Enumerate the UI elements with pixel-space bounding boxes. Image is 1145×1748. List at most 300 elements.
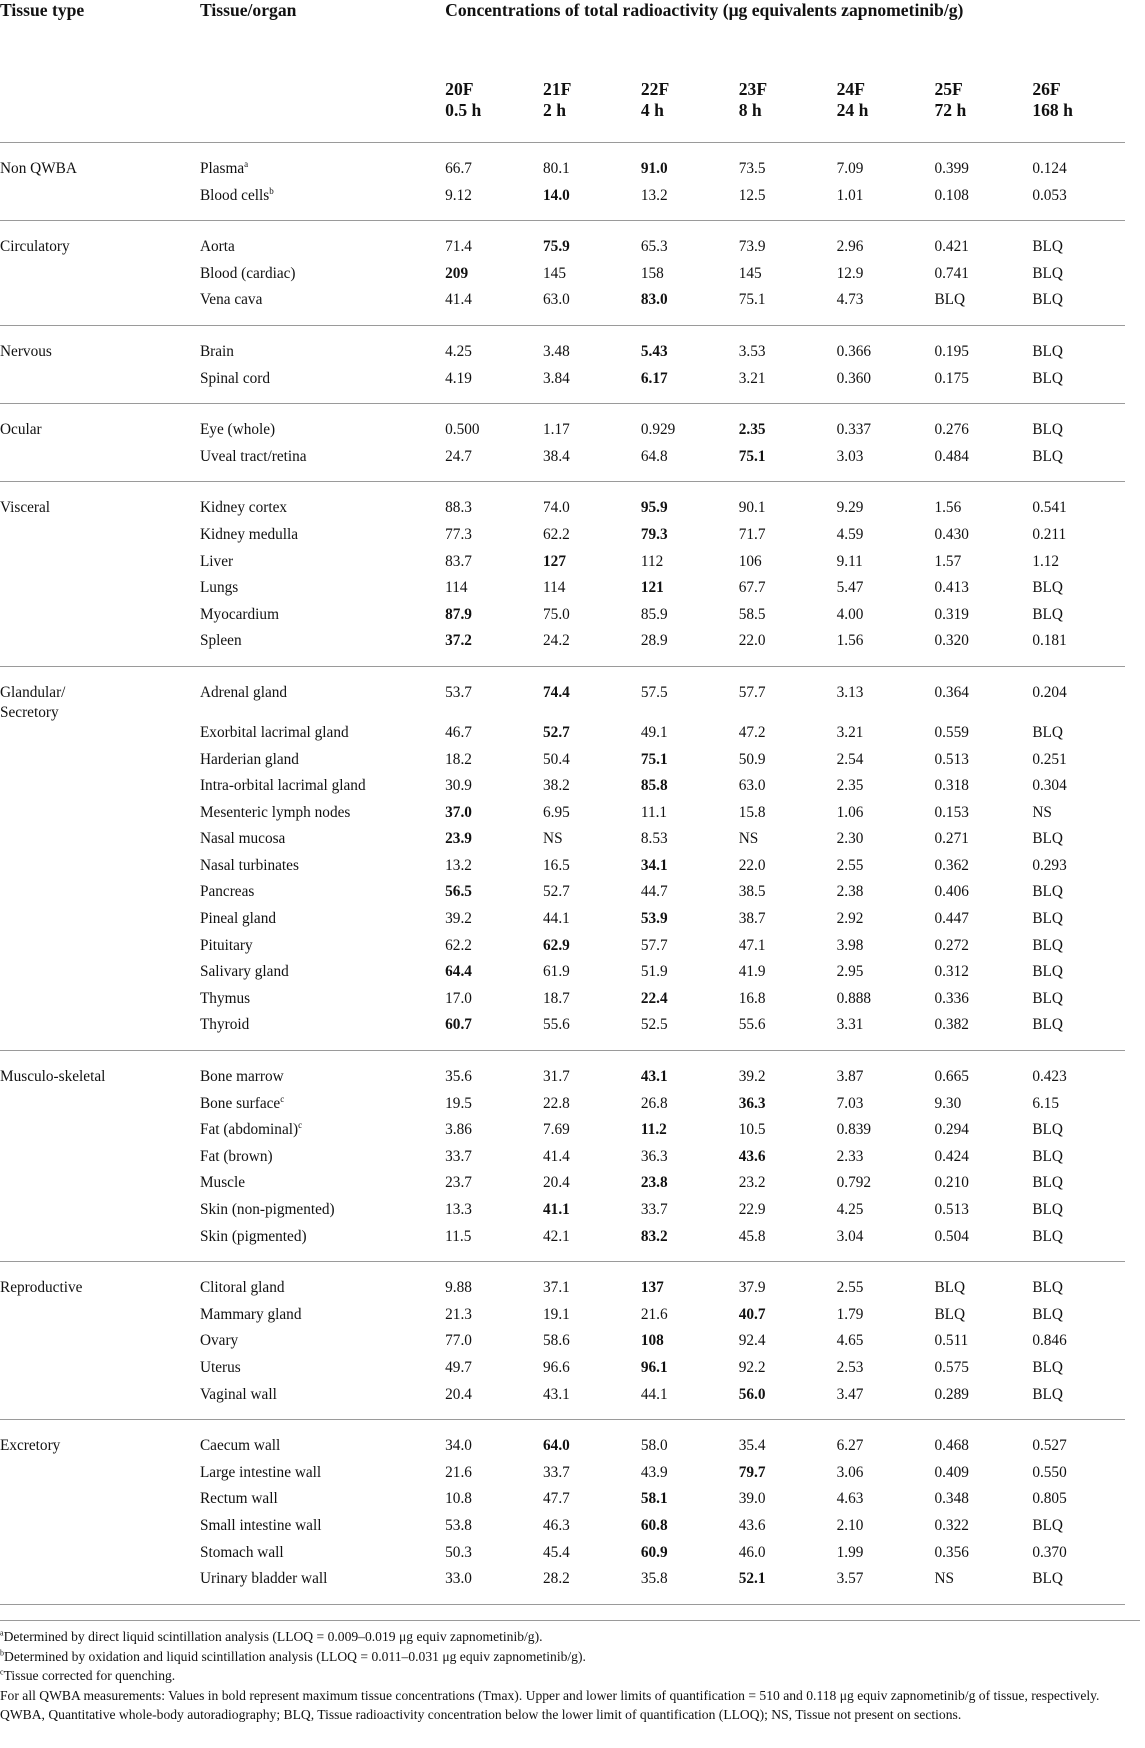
- value-cell: 0.424: [934, 1147, 969, 1165]
- value-cell: 1.79: [836, 1305, 864, 1323]
- table-row: [0, 962, 1125, 989]
- value-cell: 2.33: [836, 1147, 864, 1165]
- organ-name: Mammary gland: [199, 1305, 302, 1323]
- tissue-type-label: Non QWBA: [0, 160, 77, 177]
- value-cell: 0.289: [934, 1385, 969, 1403]
- table-row: [0, 1463, 1125, 1490]
- value-cell-tmax: 2.35: [738, 421, 766, 439]
- header-tissue-type: Tissue type: [0, 0, 85, 20]
- value-cell: 145: [543, 264, 566, 282]
- value-cell: 0.468: [934, 1437, 969, 1455]
- organ-name: Caecum wall: [199, 1437, 281, 1455]
- value-cell: 3.06: [836, 1463, 864, 1481]
- tissue-organ-cell: [200, 631, 445, 666]
- tissue-organ-cell: [200, 829, 445, 856]
- value-cell: 22.8: [543, 1094, 570, 1112]
- value-cell: BLQ: [1032, 723, 1063, 741]
- tissue-organ-cell: [200, 989, 445, 1016]
- footnote-marker: a: [0, 1628, 4, 1638]
- table-row: [0, 1516, 1125, 1543]
- value-cell-tmax: 56.0: [738, 1385, 766, 1403]
- table-row: [0, 1094, 1125, 1121]
- value-cell-tmax: 60.9: [640, 1543, 668, 1561]
- tissue-type-cell: [0, 829, 200, 856]
- organ-name: Ovary: [199, 1332, 239, 1350]
- value-cell-tmax: 43.1: [640, 1068, 668, 1086]
- value-cell: 9.30: [934, 1094, 962, 1112]
- tissue-organ-cell: [200, 882, 445, 909]
- value-cell: 0.294: [934, 1121, 969, 1139]
- value-cell: 6.95: [543, 803, 570, 821]
- table-row: [0, 1385, 1125, 1420]
- table-row: [0, 1120, 1125, 1147]
- value-cell: 49.1: [640, 723, 668, 741]
- value-cell: 42.1: [543, 1227, 570, 1245]
- value-cell: 46.0: [738, 1543, 766, 1561]
- organ-name: Blood (cardiac): [199, 264, 296, 282]
- value-cell: BLQ: [1032, 579, 1063, 597]
- tissue-type-cell: [0, 1569, 200, 1604]
- tissue-type-cell: [0, 1516, 200, 1543]
- value-cell-tmax: 56.5: [445, 883, 472, 901]
- tissue-type-cell: [0, 936, 200, 963]
- value-cell-tmax: 108: [640, 1332, 664, 1350]
- value-cell: 55.6: [543, 1016, 570, 1034]
- value-cell: 39.2: [445, 910, 472, 928]
- value-cell: 37.1: [543, 1279, 570, 1297]
- value-cell-tmax: 95.9: [640, 499, 668, 517]
- tissue-type-label: Glandular/: [0, 683, 66, 701]
- tissue-organ-cell: [200, 776, 445, 803]
- tissue-organ-cell: [200, 221, 445, 264]
- value-cell: 17.0: [445, 989, 472, 1007]
- organ-name: Uveal tract/retina: [199, 447, 307, 465]
- header-timepoint: 4 h: [640, 100, 664, 120]
- value-cell-tmax: 85.8: [640, 777, 668, 795]
- value-cell: 13.3: [445, 1201, 472, 1218]
- value-cell: 21.3: [445, 1305, 472, 1323]
- value-cell: 2.35: [836, 777, 864, 795]
- table-row: [0, 552, 1125, 579]
- value-cell: 57.7: [738, 683, 766, 701]
- tissue-type-cell: [0, 1331, 200, 1358]
- organ-name: Kidney medulla: [199, 525, 299, 543]
- organ-name: Stomach wall: [199, 1543, 284, 1561]
- value-cell: 90.1: [738, 499, 766, 517]
- value-cell: BLQ: [1032, 830, 1063, 848]
- value-cell: 1.56: [836, 632, 864, 650]
- value-cell: 4.73: [836, 291, 864, 309]
- value-cell-tmax: 75.1: [738, 447, 766, 465]
- value-cell: 0.251: [1032, 750, 1067, 768]
- value-cell: 28.9: [640, 632, 668, 650]
- value-cell: 2.30: [836, 830, 864, 848]
- value-cell: 0.500: [445, 421, 480, 439]
- value-cell: 1.06: [836, 803, 864, 821]
- value-cell: 0.336: [934, 989, 969, 1007]
- value-cell-tmax: 87.9: [445, 605, 472, 623]
- table-row: [0, 221, 1125, 264]
- value-cell: 52.7: [543, 883, 570, 901]
- tissue-organ-cell: [200, 803, 445, 830]
- footnote: [0, 1647, 1140, 1667]
- value-cell: NS: [1032, 803, 1052, 821]
- tissue-organ-cell: [200, 750, 445, 777]
- tissue-type-cell: [0, 1015, 200, 1050]
- value-cell-tmax: 37.0: [445, 803, 472, 821]
- value-cell: 63.0: [738, 777, 766, 795]
- tissue-type-cell: [0, 631, 200, 666]
- value-cell: BLQ: [1032, 605, 1063, 623]
- value-cell-tmax: 79.3: [640, 525, 668, 543]
- tissue-organ-cell: [200, 1516, 445, 1543]
- value-cell: 88.3: [445, 499, 472, 517]
- value-cell: 23.7: [445, 1174, 472, 1192]
- tissue-organ-cell: [200, 1173, 445, 1200]
- organ-name: Myocardium: [199, 605, 279, 623]
- value-cell: 33.7: [543, 1463, 570, 1481]
- value-cell: 9.88: [445, 1279, 472, 1297]
- organ-name: Liver: [199, 552, 234, 570]
- footnote-text: QWBA, Quantitative whole-body autoradiography; BLQ, Tissue radioactivity concentration below the lower limit of quantification (LLOQ); NS, Tissue not present on sections.: [0, 1707, 962, 1722]
- tissue-type-cell: [0, 1051, 200, 1094]
- value-cell: 9.12: [445, 186, 472, 204]
- table-row: [0, 1227, 1125, 1262]
- tissue-organ-cell: [200, 1094, 445, 1121]
- value-cell: 9.29: [836, 499, 864, 517]
- value-cell-tmax: 91.0: [640, 160, 668, 177]
- organ-name: Intra-orbital lacrimal gland: [199, 777, 366, 795]
- table-row: [0, 1015, 1125, 1050]
- tissue-type-label: Reproductive: [0, 1279, 83, 1297]
- value-cell: 65.3: [640, 238, 668, 256]
- value-cell-tmax: 52.1: [738, 1570, 766, 1588]
- value-cell: 0.271: [934, 830, 969, 848]
- organ-name: Rectum wall: [199, 1490, 278, 1508]
- value-cell: BLQ: [1032, 369, 1063, 387]
- organ-name: Exorbital lacrimal gland: [199, 723, 349, 741]
- value-cell: 13.2: [640, 186, 668, 204]
- value-cell: 0.399: [934, 160, 969, 177]
- value-cell: BLQ: [1032, 1305, 1063, 1323]
- table-row: [0, 882, 1125, 909]
- value-cell-tmax: 83.2: [640, 1227, 668, 1245]
- tissue-type-cell: [0, 1420, 200, 1463]
- header-animal-id: 22F: [640, 79, 670, 99]
- value-cell: 0.360: [836, 369, 872, 387]
- organ-name: Small intestine wall: [199, 1516, 322, 1534]
- tissue-type-cell: [0, 1358, 200, 1385]
- organ-name: Thyroid: [199, 1016, 250, 1034]
- organ-name: Nasal turbinates: [199, 856, 299, 874]
- tissue-type-label: Visceral: [0, 499, 51, 517]
- organ-name: Harderian gland: [199, 750, 299, 768]
- value-cell: 3.48: [543, 342, 570, 360]
- table-row: [0, 1305, 1125, 1332]
- value-cell-tmax: 23.8: [640, 1174, 668, 1192]
- value-cell: 36.3: [640, 1147, 668, 1165]
- value-cell: 46.3: [543, 1516, 570, 1534]
- value-cell: 58.0: [640, 1437, 668, 1455]
- tissue-type-cell: [0, 290, 200, 325]
- tissue-organ-cell: [200, 723, 445, 750]
- value-cell: 75.0: [543, 605, 570, 623]
- value-cell: 43.6: [738, 1516, 766, 1534]
- value-cell: 50.9: [738, 750, 766, 768]
- value-cell: 57.7: [640, 936, 668, 954]
- tissue-type-cell: [0, 264, 200, 291]
- tissue-organ-cell: [200, 909, 445, 936]
- tissue-organ-cell: [200, 290, 445, 325]
- value-cell: 47.7: [543, 1490, 570, 1508]
- table-row: [0, 666, 1125, 723]
- value-cell: 0.413: [934, 579, 969, 597]
- tissue-type-cell: [0, 856, 200, 883]
- value-cell: 57.5: [640, 683, 668, 701]
- header-column-24f: [837, 50, 935, 143]
- value-cell: 1.01: [836, 186, 864, 204]
- value-cell: 13.2: [445, 856, 472, 874]
- value-cell: 2.95: [836, 963, 864, 981]
- value-cell: 0.805: [1032, 1490, 1067, 1508]
- tissue-type-cell: [0, 1262, 200, 1305]
- footnote-marker: c: [298, 1120, 303, 1131]
- value-cell: 2.54: [836, 750, 864, 768]
- footnote-text: Determined by direct liquid scintillation analysis (LLOQ = 0.009–0.019 μg equiv zapnometinib/g).: [3, 1629, 543, 1644]
- value-cell: 38.4: [543, 447, 570, 465]
- value-cell: 2.38: [836, 883, 864, 901]
- value-cell: 22.0: [738, 856, 766, 874]
- value-cell: 77.0: [445, 1332, 472, 1350]
- table-row: [0, 264, 1125, 291]
- value-cell: 3.47: [836, 1385, 864, 1403]
- value-cell-tmax: 36.3: [738, 1094, 766, 1112]
- value-cell: 6.15: [1032, 1094, 1060, 1112]
- value-cell: 30.9: [445, 777, 472, 795]
- value-cell: 112: [640, 552, 664, 570]
- table-header: [0, 0, 1125, 143]
- value-cell-tmax: 60.8: [640, 1516, 668, 1534]
- footnote-marker: c: [0, 1667, 4, 1677]
- tissue-type-cell: [0, 1463, 200, 1490]
- tissue-type-label: Circulatory: [0, 238, 70, 256]
- value-cell: 23.2: [738, 1174, 766, 1192]
- tissue-type-label: Musculo-skeletal: [0, 1068, 106, 1086]
- value-cell: BLQ: [1032, 238, 1063, 256]
- value-cell: 28.2: [543, 1570, 570, 1588]
- organ-name: Brain: [199, 342, 234, 360]
- tissue-organ-cell: [200, 1385, 445, 1420]
- value-cell: 3.03: [836, 447, 864, 465]
- organ-name: Eye (whole): [199, 421, 276, 439]
- value-cell: 0.348: [934, 1490, 969, 1508]
- value-cell: 0.406: [934, 883, 969, 901]
- tissue-type-cell: [0, 750, 200, 777]
- organ-name: Pituitary: [199, 936, 253, 954]
- value-cell: 1.99: [836, 1543, 864, 1561]
- tissue-type-cell: [0, 1094, 200, 1121]
- tissue-organ-cell: [200, 404, 445, 447]
- value-cell: 3.21: [836, 723, 864, 741]
- value-cell: 4.19: [445, 369, 472, 387]
- tissue-type-cell: [0, 482, 200, 525]
- tissue-organ-cell: [200, 1051, 445, 1094]
- value-cell: 43.1: [543, 1385, 570, 1403]
- tissue-organ-cell: [200, 1227, 445, 1262]
- tissue-organ-cell: [200, 325, 445, 368]
- value-cell: 0.322: [934, 1516, 969, 1534]
- table-row: [0, 750, 1125, 777]
- header-animal-id: 26F: [1032, 79, 1061, 99]
- value-cell: 39.2: [738, 1068, 766, 1086]
- header-column-20f: [445, 50, 543, 143]
- value-cell: BLQ: [934, 1279, 966, 1297]
- value-cell: 0.366: [836, 342, 872, 360]
- value-cell: 58.5: [738, 605, 766, 623]
- organ-name: Adrenal gland: [199, 683, 288, 701]
- organ-name: Muscle: [199, 1174, 245, 1192]
- value-cell: BLQ: [934, 291, 966, 309]
- value-cell: BLQ: [1032, 936, 1063, 954]
- value-cell: 0.293: [1032, 856, 1067, 874]
- value-cell: 45.8: [738, 1227, 766, 1245]
- header-concentration-title: Concentrations of total radioactivity (μg equivalents zapnometinib/g): [445, 0, 964, 20]
- organ-name: Lungs: [199, 579, 239, 597]
- tissue-type-cell: [0, 666, 200, 723]
- table-row: [0, 1331, 1125, 1358]
- tissue-type-cell: [0, 605, 200, 632]
- value-cell: 50.3: [445, 1543, 472, 1561]
- organ-name: Spinal cord: [199, 369, 271, 387]
- value-cell: 71.7: [738, 525, 766, 543]
- value-cell: 0.108: [934, 186, 969, 204]
- organ-name: Blood cells: [199, 186, 270, 204]
- value-cell: 83.7: [445, 552, 472, 570]
- tissue-type-cell: [0, 1305, 200, 1332]
- header-column-21f: [543, 50, 641, 143]
- value-cell: 49.7: [445, 1358, 472, 1376]
- value-cell: 1.12: [1032, 552, 1060, 570]
- value-cell: BLQ: [1032, 1227, 1063, 1245]
- value-cell: 0.337: [836, 421, 872, 439]
- value-cell: BLQ: [1032, 1279, 1063, 1297]
- value-cell: 0.846: [1032, 1332, 1067, 1350]
- value-cell: 0.541: [1032, 499, 1067, 517]
- table-row: [0, 1358, 1125, 1385]
- tissue-type-cell: [0, 776, 200, 803]
- value-cell: 19.5: [445, 1094, 472, 1112]
- value-cell: 145: [738, 264, 762, 282]
- tissue-organ-cell: [200, 1015, 445, 1050]
- value-cell: 34.0: [445, 1437, 472, 1455]
- value-cell-tmax: 127: [543, 552, 566, 570]
- value-cell: 10.5: [738, 1121, 766, 1139]
- organ-name: Fat (brown): [199, 1147, 273, 1165]
- value-cell: 0.665: [934, 1068, 969, 1086]
- value-cell: 46.7: [445, 723, 472, 741]
- value-cell: 55.6: [738, 1016, 766, 1034]
- value-cell: 3.87: [836, 1068, 864, 1086]
- value-cell: 21.6: [445, 1463, 472, 1481]
- value-cell: 0.409: [934, 1463, 969, 1481]
- tissue-type-cell: [0, 525, 200, 552]
- value-cell: 2.92: [836, 910, 864, 928]
- table-row: [0, 482, 1125, 525]
- value-cell: 71.4: [445, 238, 472, 256]
- value-cell-tmax: 83.0: [640, 291, 668, 309]
- value-cell: 0.513: [934, 1201, 969, 1218]
- value-cell: 10.8: [445, 1490, 472, 1508]
- value-cell: BLQ: [1032, 342, 1063, 360]
- value-cell: 44.1: [640, 1385, 668, 1403]
- value-cell: 80.1: [543, 160, 570, 177]
- value-cell: 106: [738, 552, 762, 570]
- value-cell: 0.181: [1032, 632, 1067, 650]
- value-cell: 35.4: [738, 1437, 766, 1455]
- value-cell-tmax: 58.1: [640, 1490, 668, 1508]
- table-row: [0, 325, 1125, 368]
- value-cell: 35.8: [640, 1570, 668, 1588]
- organ-name: Skin (non-pigmented): [199, 1201, 335, 1218]
- value-cell: 58.6: [543, 1332, 570, 1350]
- value-cell: 64.8: [640, 447, 668, 465]
- table-row: [0, 186, 1125, 221]
- value-cell: BLQ: [1032, 1174, 1063, 1192]
- value-cell: 74.0: [543, 499, 570, 517]
- value-cell-tmax: 41.1: [543, 1201, 570, 1218]
- organ-name: Plasma: [199, 160, 245, 177]
- tissue-organ-cell: [200, 1463, 445, 1490]
- value-cell: 0.511: [934, 1332, 969, 1350]
- value-cell: 0.053: [1032, 186, 1067, 204]
- value-cell: BLQ: [1032, 1358, 1063, 1376]
- tissue-type-cell: [0, 1385, 200, 1420]
- value-cell: 0.364: [934, 683, 969, 701]
- value-cell: 0.504: [934, 1227, 969, 1245]
- value-cell: 0.559: [934, 723, 969, 741]
- value-cell: 0.153: [934, 803, 969, 821]
- value-cell: 0.575: [934, 1358, 969, 1376]
- table-row: [0, 404, 1125, 447]
- value-cell-tmax: 75.1: [640, 750, 668, 768]
- footnote: [0, 1666, 1140, 1686]
- tissue-type-cell: [0, 1147, 200, 1174]
- value-cell: BLQ: [1032, 1016, 1063, 1034]
- organ-name: Mesenteric lymph nodes: [199, 803, 351, 821]
- value-cell: 22.0: [738, 632, 766, 650]
- value-cell: 33.7: [445, 1147, 472, 1165]
- tissue-organ-cell: [200, 666, 445, 723]
- value-cell: 0.304: [1032, 777, 1067, 795]
- tissue-type-label: Ocular: [0, 421, 42, 439]
- organ-name: Nasal mucosa: [199, 830, 286, 848]
- tissue-type-cell: [0, 882, 200, 909]
- value-cell: 3.13: [836, 683, 864, 701]
- table-row: [0, 723, 1125, 750]
- value-cell: 0.319: [934, 605, 969, 623]
- header-column-22f: [641, 50, 739, 143]
- value-cell: 67.7: [738, 579, 766, 597]
- value-cell: NS: [738, 830, 759, 848]
- footnote-marker: a: [244, 158, 249, 169]
- value-cell-tmax: 60.7: [445, 1016, 472, 1034]
- value-cell-tmax: 52.7: [543, 723, 570, 741]
- value-cell: 1.17: [543, 421, 570, 439]
- tissue-organ-cell: [200, 1569, 445, 1604]
- table-row: [0, 1262, 1125, 1305]
- organ-name: Urinary bladder wall: [199, 1570, 328, 1588]
- organ-name: Uterus: [199, 1358, 241, 1376]
